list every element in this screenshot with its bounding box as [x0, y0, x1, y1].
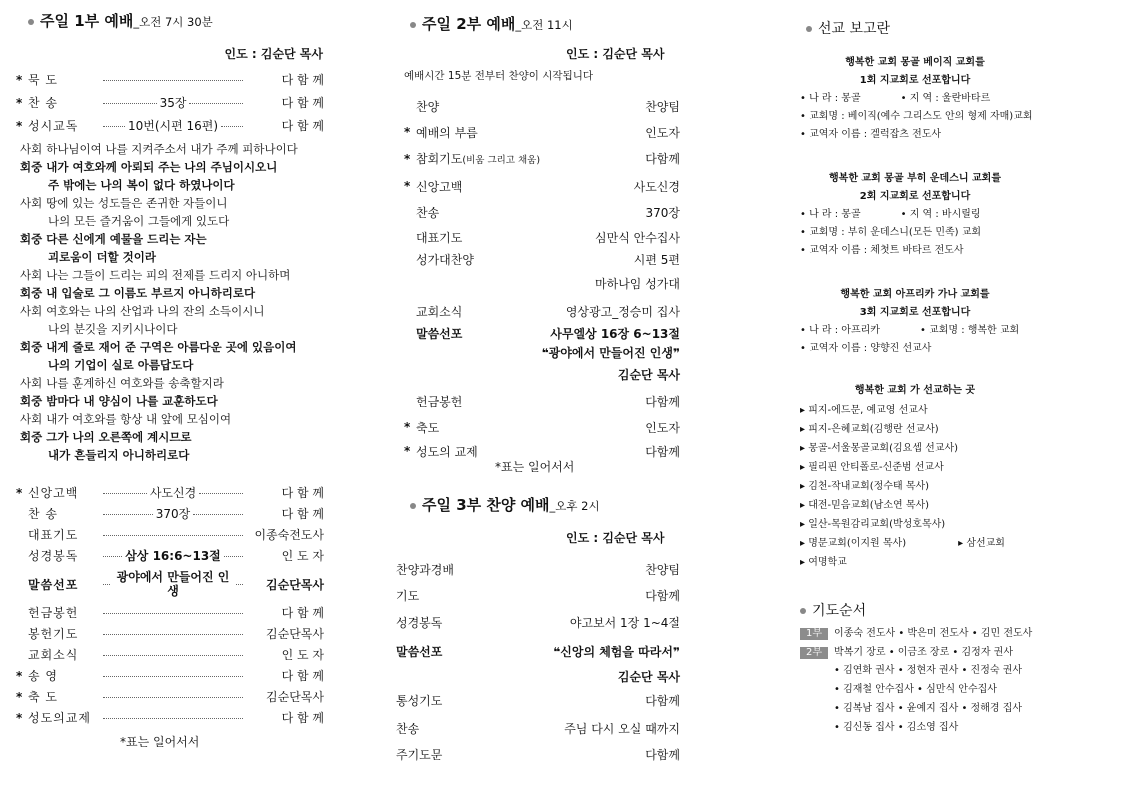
support-text: ▸ 일산-목원감리교회(박성호목사) — [800, 519, 946, 530]
order-label — [416, 150, 645, 167]
order-row — [16, 114, 324, 137]
order-detail: 야고보서 1장 1~4절 — [569, 615, 680, 630]
dotted-leader — [221, 125, 243, 127]
support-item — [800, 444, 1060, 463]
prayer-line — [800, 647, 1100, 666]
church-3-title: 행복한 교회 아프리카 가나 교회를 — [840, 289, 990, 300]
church-2-subtitle: 2회 지교회로 선포합니다 — [859, 191, 971, 202]
stand-mark: * — [404, 125, 411, 139]
service3-order — [396, 556, 680, 766]
order-row — [396, 608, 680, 636]
dotted-leader — [224, 555, 243, 557]
order-person: 다 함 께 — [281, 606, 324, 620]
order-label-note: (비움 그리고 채움) — [462, 155, 541, 166]
reading-text: 내 입술로 그 이름도 부르지 아니하리로다 — [46, 286, 256, 300]
church-1-subtitle: 1회 지교회로 선포합니다 — [859, 75, 971, 86]
order-label: 축도 — [416, 420, 440, 435]
stand-mark: * — [16, 485, 23, 500]
order-row — [404, 94, 680, 119]
order-label: 성도의교제 — [28, 711, 91, 725]
dotted-leader — [103, 675, 243, 677]
order-row — [404, 224, 680, 250]
order-label: 교회소식 — [416, 304, 463, 319]
dotted-leader — [103, 102, 157, 104]
prayer-names: • 김재철 안수집사 • 심만식 안수집사 — [834, 684, 997, 695]
stand-mark: * — [16, 118, 23, 133]
mission-church-3 — [800, 290, 1060, 354]
order-detail: ❝신앙의 체험을 따라서❞ — [553, 644, 680, 659]
stand-mark: * — [404, 179, 411, 193]
order-person: 다 함 께 — [281, 507, 324, 521]
church-3-pastor: • 교역자 이름 : 양향진 선교사 — [800, 343, 932, 354]
reading-text: 내가 여호와께 아뢰되 주는 나의 주님이시오니 — [46, 160, 278, 174]
order-row — [396, 742, 680, 766]
order-row — [16, 503, 324, 524]
prayer-group-badge: 2부 — [800, 647, 828, 659]
order-row — [16, 602, 324, 623]
prayer-order-title: 기도순서 — [800, 600, 866, 620]
reading-speaker: 사회 — [20, 376, 43, 390]
dotted-leader — [103, 125, 125, 127]
support-title: 행복한 교회 가 선교하는 곳 — [854, 385, 976, 396]
reading-text: 나의 분깃을 지키시나이다 — [48, 322, 178, 336]
order-row — [16, 644, 324, 665]
reading-text: 나를 훈계하신 여호와를 송축할지라 — [46, 376, 224, 390]
stand-mark: * — [16, 668, 23, 683]
prayer-line — [800, 628, 1100, 647]
service1-title: 주일 1부 예배_오전 7시 30분 — [28, 10, 213, 31]
order-detail: 370장 — [155, 507, 191, 521]
support-text: ▸ 대전-믿음교회(남소연 목사) — [800, 500, 930, 511]
order-detail: 인도자 — [645, 125, 680, 140]
church-1-name: • 교회명 : 베이직(예수 그리스도 안의 형제 자매)교회 — [800, 111, 1033, 122]
dotted-leader — [103, 492, 147, 494]
stand-mark: * — [16, 689, 23, 704]
order-person: 다 함 께 — [281, 73, 324, 87]
order-label: 주기도문 — [396, 747, 443, 762]
service2-order — [404, 94, 680, 463]
order-label: 신앙고백 — [416, 179, 463, 194]
reading-speaker: 사회 — [20, 142, 43, 156]
service2-leader: 인도 : 김순단 목사 — [566, 47, 665, 61]
support-text: ▸ 김천-작내교회(정수태 목사) — [800, 481, 930, 492]
support-text: ▸ 명문교회(이지원 목사) — [800, 538, 907, 549]
order-row — [404, 324, 680, 343]
order-detail: 사무엘상 16장 6~13절 — [550, 327, 680, 341]
dotted-leader — [103, 717, 243, 719]
order-person: 인 도 자 — [281, 549, 324, 563]
support-item — [800, 406, 1060, 425]
order-label: 대표기도 — [416, 230, 463, 245]
order-label-main: 참회기도 — [416, 152, 463, 166]
support-item — [800, 425, 1060, 444]
bullet-icon — [410, 22, 416, 28]
order-label: 송 영 — [28, 669, 58, 683]
order-row — [16, 482, 324, 503]
order-row — [404, 343, 680, 361]
reading-text: 하나님이여 나를 지켜주소서 내가 주께 피하나이다 — [46, 142, 298, 156]
reading-text: 내가 여호와를 항상 내 앞에 모심이여 — [46, 412, 232, 426]
order-detail: 다함께 — [645, 747, 680, 762]
order-row — [404, 250, 680, 269]
prayer-line — [800, 685, 1100, 704]
dotted-leader — [103, 513, 153, 515]
prayer-group-badge: 1부 — [800, 628, 828, 640]
prayer-names: 박복기 장로 • 이금조 장로 • 김정자 권사 — [834, 647, 1013, 658]
dotted-leader — [103, 654, 243, 656]
order-label: 찬 송 — [28, 507, 58, 521]
order-detail: 다함께 — [645, 394, 680, 409]
order-row — [16, 707, 324, 728]
prayer-line — [800, 666, 1100, 685]
service2-footnote: *표는 일어서서 — [495, 460, 575, 474]
support-text: ▸ 삼선교회 — [958, 538, 1005, 549]
church-2-region: • 지 역 : 바시릴링 — [900, 209, 981, 220]
reading-text: 나의 모든 즐거움이 그들에게 있도다 — [48, 214, 230, 228]
church-3-country: • 나 라 : 아프리카 — [800, 325, 880, 336]
order-row — [396, 714, 680, 742]
order-label: 찬양과경배 — [396, 562, 454, 577]
order-label: 묵 도 — [28, 73, 58, 87]
responsive-reading — [20, 144, 340, 468]
dotted-leader — [103, 583, 110, 585]
order-person: 다 함 께 — [281, 119, 324, 133]
order-person: 이종숙전도사 — [254, 528, 324, 542]
reading-speaker: 사회 — [20, 268, 43, 282]
service3-leader: 인도 : 김순단 목사 — [566, 531, 665, 545]
prayer-order-list — [800, 628, 1100, 742]
order-label: 말씀선포 — [416, 327, 463, 341]
order-person: 다 함 께 — [281, 96, 324, 110]
order-row — [16, 566, 324, 602]
support-item — [800, 539, 1060, 558]
order-detail: 다함께 — [645, 588, 680, 603]
order-row — [16, 623, 324, 644]
order-label: 찬 송 — [28, 96, 58, 110]
church-3-subtitle: 3회 지교회로 선포합니다 — [859, 307, 971, 318]
order-person: 김순단목사 — [266, 690, 324, 704]
dotted-leader — [103, 612, 243, 614]
order-detail: 시편 5편 — [633, 253, 680, 267]
stand-mark: * — [404, 444, 411, 458]
order-row — [404, 119, 680, 145]
order-label: 헌금봉헌 — [416, 394, 463, 409]
reading-speaker: 회중 — [20, 232, 43, 246]
service2-note: 예배시간 15분 전부터 찬양이 시작됩니다 — [404, 70, 593, 82]
stand-mark: * — [16, 95, 23, 110]
order-detail: 영상광고_정승미 집사 — [565, 304, 680, 319]
order-label: 성도의 교제 — [416, 444, 478, 459]
reading-text: 그가 나의 오른쪽에 계시므로 — [46, 430, 192, 444]
order-label: 찬송 — [416, 205, 440, 220]
order-row — [16, 91, 324, 114]
order-row — [396, 556, 680, 582]
order-label: 성가대찬양 — [416, 253, 474, 267]
order-label: 축 도 — [28, 690, 58, 704]
prayer-line — [800, 723, 1100, 742]
order-detail: 찬양팀 — [645, 562, 680, 577]
church-1-title: 행복한 교회 몽골 베이직 교회를 — [845, 57, 985, 68]
order-row — [404, 361, 680, 387]
order-row — [16, 665, 324, 686]
reading-text: 괴로움이 더할 것이라 — [48, 250, 156, 264]
order-detail: 10번(시편 16편) — [127, 119, 219, 133]
reading-speaker: 회중 — [20, 340, 43, 354]
reading-text: 밤마다 내 양심이 나를 교훈하도다 — [46, 394, 218, 408]
order-person: 인 도 자 — [281, 648, 324, 662]
order-label: 교회소식 — [28, 648, 79, 662]
reading-speaker: 회중 — [20, 394, 43, 408]
reading-text: 내가 흔들리지 아니하리로다 — [48, 448, 190, 462]
order-person: 다 함 께 — [281, 669, 324, 683]
dotted-leader — [189, 102, 243, 104]
order-detail: 사도신경 — [633, 179, 680, 194]
order-detail: 주님 다시 오실 때까지 — [564, 721, 680, 736]
order-row — [16, 524, 324, 545]
support-item — [800, 482, 1060, 501]
order-detail: 찬양팀 — [645, 100, 680, 114]
order-detail: 다함께 — [645, 152, 680, 166]
church-2-country: • 나 라 : 몽골 — [800, 209, 861, 220]
order-row — [396, 582, 680, 608]
reading-speaker: 회중 — [20, 286, 43, 300]
prayer-names: • 김연화 권사 • 정현자 권사 • 진정숙 권사 — [834, 665, 1023, 676]
support-item — [800, 463, 1060, 482]
order-label: 성시교독 — [28, 119, 79, 133]
reading-text: 나는 그들이 드리는 피의 전제를 드리지 아니하며 — [46, 268, 291, 282]
support-text: ▸ 몽골-서울몽골교회(김요셉 선교사) — [800, 443, 959, 454]
reading-text: 내게 줄로 재어 준 구역은 아름다운 곳에 있음이여 — [46, 340, 297, 354]
support-text: ▸ 필리핀 안티폴로-신준범 선교사 — [800, 462, 944, 473]
order-label: 봉헌기도 — [28, 627, 79, 641]
bullet-icon — [806, 26, 812, 32]
order-row — [404, 387, 680, 415]
order-label: 성경봉독 — [28, 549, 79, 563]
order-label: 신앙고백 — [28, 486, 79, 500]
reading-text: 여호와는 나의 산업과 나의 잔의 소득이시니 — [46, 304, 265, 318]
order-person: 김순단목사 — [266, 627, 324, 641]
order-label: 찬양 — [416, 100, 440, 114]
order-row — [16, 686, 324, 707]
reading-text: 나의 기업이 실로 아름답도다 — [48, 358, 194, 372]
bullet-icon — [410, 503, 416, 509]
mission-church-1 — [800, 58, 1060, 140]
order-detail: 광야에서 만들어진 인생 — [116, 569, 230, 598]
support-item — [800, 558, 1060, 577]
prayer-names: • 김신동 집사 • 김소영 집사 — [834, 722, 959, 733]
order-person: 다 함 께 — [281, 711, 324, 725]
stand-mark: * — [16, 72, 23, 87]
dotted-leader — [103, 696, 243, 698]
support-text: ▸ 피지-에드문, 예교영 선교사 — [800, 405, 928, 416]
reading-text: 다른 신에게 예물을 드리는 자는 — [46, 232, 207, 246]
order-row — [404, 200, 680, 224]
order-label: 헌금봉헌 — [28, 606, 79, 620]
order-detail: 김순단 목사 — [617, 367, 680, 382]
service1-order-top — [16, 68, 324, 137]
order-row — [16, 68, 324, 91]
support-item — [800, 501, 1060, 520]
reading-line — [20, 450, 340, 468]
church-2-name: • 교회명 : 부히 운데스니(모든 민족) 교회 — [800, 227, 982, 238]
order-row — [404, 172, 680, 200]
order-detail: 삼상 16:6~13절 — [125, 549, 221, 563]
reading-speaker: 사회 — [20, 304, 43, 318]
order-label: 기도 — [396, 588, 420, 603]
service1-order-bottom — [16, 482, 324, 728]
reading-speaker: 사회 — [20, 412, 43, 426]
order-row — [396, 636, 680, 666]
order-detail: 인도자 — [645, 420, 680, 435]
order-label: 말씀선포 — [28, 577, 79, 592]
bullet-icon — [800, 608, 806, 614]
service2-title: 주일 2부 예배_오전 11시 — [410, 13, 573, 34]
mission-report-title: 선교 보고란 — [806, 18, 890, 38]
order-detail: 다함께 — [645, 444, 680, 459]
support-text: ▸ 피지-은혜교회(김행란 선교사) — [800, 424, 939, 435]
mission-church-2 — [800, 174, 1060, 256]
dotted-leader — [199, 492, 243, 494]
order-label: 성경봉독 — [396, 615, 443, 630]
bullet-icon — [28, 19, 34, 25]
stand-mark: * — [404, 420, 411, 434]
order-label: 말씀선포 — [396, 644, 443, 659]
dotted-leader — [236, 583, 243, 585]
order-detail: 심만식 안수집사 — [595, 230, 680, 245]
order-label: 대표기도 — [28, 528, 79, 542]
support-item — [800, 520, 1060, 539]
church-1-region: • 지 역 : 울란바타르 — [900, 93, 991, 104]
order-detail: 35장 — [159, 96, 187, 110]
reading-speaker: 회중 — [20, 430, 43, 444]
reading-speaker: 회중 — [20, 160, 43, 174]
order-person: 다 함 께 — [281, 486, 324, 500]
order-row — [16, 545, 324, 566]
order-detail: 다함께 — [645, 693, 680, 708]
order-row — [404, 415, 680, 439]
prayer-names: • 김복남 집사 • 윤예지 집사 • 정해경 집사 — [834, 703, 1023, 714]
dotted-leader — [103, 534, 243, 536]
stand-mark: * — [16, 710, 23, 725]
dotted-leader — [103, 79, 243, 81]
dotted-leader — [103, 633, 243, 635]
order-row — [396, 686, 680, 714]
dotted-leader — [193, 513, 243, 515]
reading-text: 땅에 있는 성도들은 존귀한 자들이니 — [46, 196, 228, 210]
order-detail: 370장 — [645, 205, 680, 220]
reading-text: 주 밖에는 나의 복이 없다 하였나이다 — [48, 178, 235, 192]
order-row — [404, 269, 680, 298]
order-label: 찬송 — [396, 721, 420, 736]
church-1-pastor: • 교역자 이름 : 겔럭잡츠 전도사 — [800, 129, 942, 140]
order-detail: 김순단 목사 — [617, 669, 680, 684]
order-label: 통성기도 — [396, 693, 443, 708]
service1-leader: 인도 : 김순단 목사 — [224, 47, 323, 61]
church-2-title: 행복한 교회 몽골 부히 운데스니 교회를 — [829, 173, 1001, 184]
stand-mark: * — [404, 151, 411, 166]
reading-speaker: 사회 — [20, 196, 43, 210]
church-3-name: • 교회명 : 행복한 교회 — [919, 325, 1020, 336]
order-label: 예배의 부름 — [416, 125, 478, 140]
order-detail: ❝광야에서 만들어진 인생❞ — [541, 345, 680, 360]
church-1-country: • 나 라 : 몽골 — [800, 93, 861, 104]
order-row — [404, 145, 680, 172]
prayer-line — [800, 704, 1100, 723]
support-text: ▸ 여명학교 — [800, 557, 847, 568]
order-detail: 사도신경 — [149, 486, 197, 500]
service1-footnote: *표는 일어서서 — [120, 735, 200, 749]
church-2-pastor: • 교역자 이름 : 체첫트 바타르 전도사 — [800, 245, 964, 256]
prayer-names: 이종숙 전도사 • 박은미 전도사 • 김민 전도사 — [834, 628, 1033, 639]
dotted-leader — [103, 555, 122, 557]
order-detail: 마하나임 성가대 — [595, 277, 680, 291]
order-row — [396, 666, 680, 686]
mission-support-list — [800, 386, 1060, 577]
order-row — [404, 298, 680, 324]
service3-title: 주일 3부 찬양 예배_오후 2시 — [410, 494, 600, 515]
order-person: 김순단목사 — [266, 577, 324, 592]
